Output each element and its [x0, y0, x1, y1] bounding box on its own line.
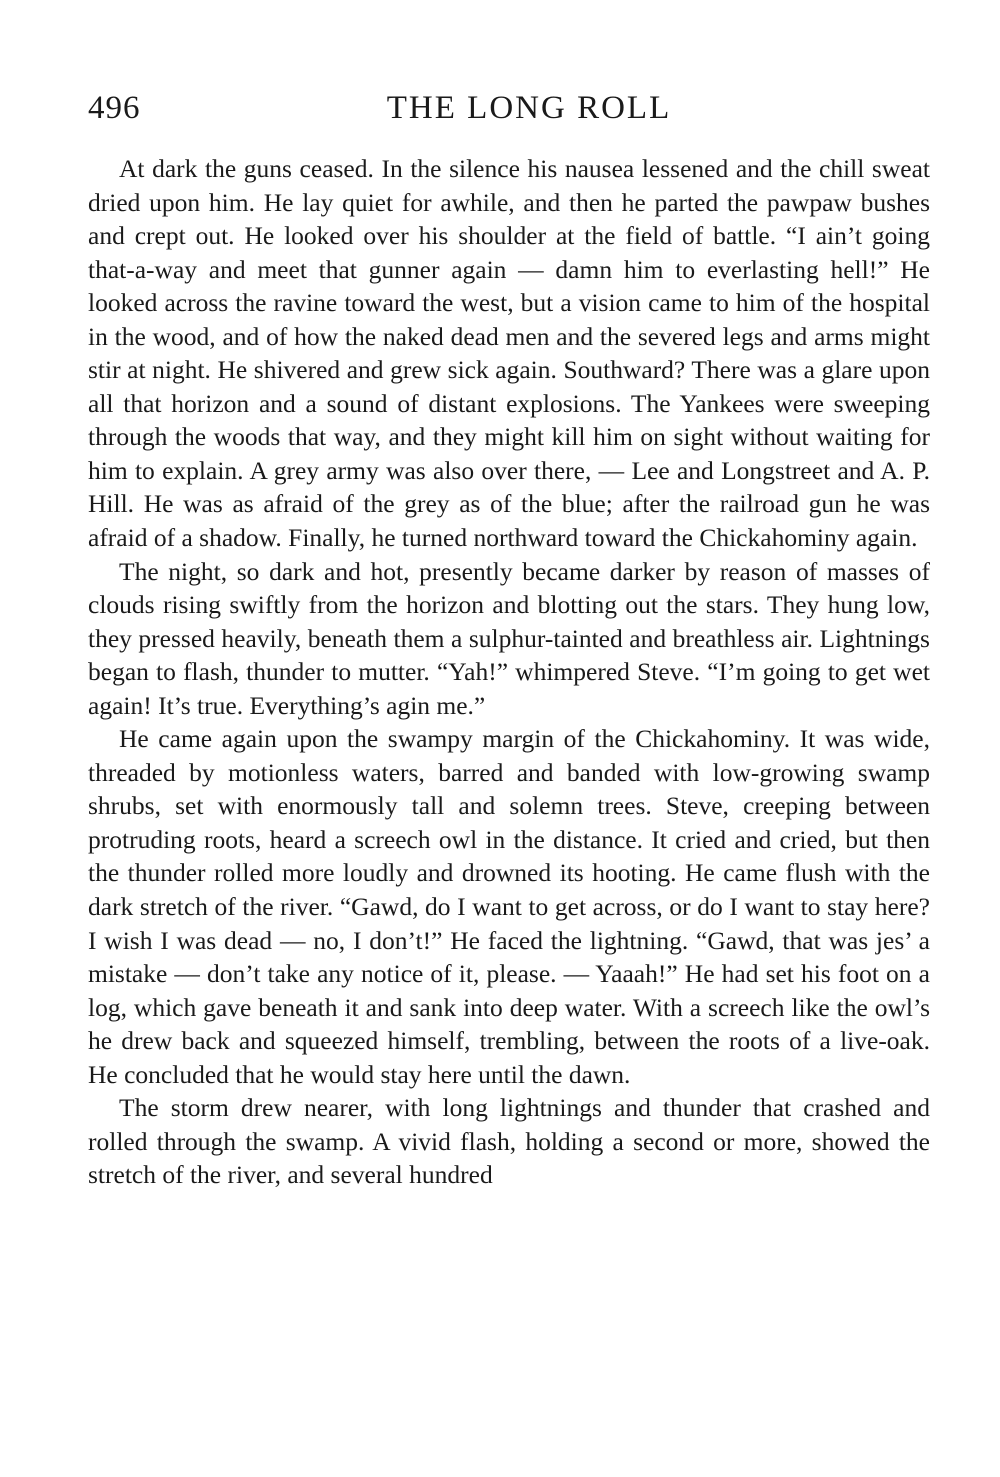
paragraph-4: The storm drew nearer, with long lightnings and thunder that crashed and rolled through the swamp. A vivid flash, holding a second or more, showed the stretch of the river, and several hundred [88, 1093, 930, 1190]
page-number: 496 [88, 90, 141, 126]
paragraph-3: He came again upon the swampy margin of the Chickahominy. It was wide, threaded by motionless waters, barred and banded with low-growing swamp shrubs, set with enormously tall and solemn trees. Steve, creeping between protruding roots, heard a screech owl in the distance. It cried and cried, but then the thunder rolled more loudly and drowned its hooting. He came flush with the dark stretch of the river. “Gawd, do I want to get across, or do I want to stay here? I wish I was dead — no, I don’t!” He faced the lightning. “Gawd, that was jes’ a mistake — don’t take any notice of it, please. — Yaaah!” He had set his foot on a log, which gave beneath it and sank into deep water. With a screech like the owl’s he drew back and squeezed himself, trembling, between the roots of a live-oak. He concluded that he would stay here until the dawn. [88, 724, 930, 1089]
running-title: THE LONG ROLL [386, 90, 672, 126]
paragraph-1: At dark the guns ceased. In the silence his nausea lessened and the chill sweat dried upon him. He lay quiet for awhile, and then he parted the pawpaw bushes and crept out. He looked over his shoulder at the field of battle. “I ain’t going that-a-way and meet that gunner again — damn him to everlasting hell!” He looked across the ravine toward the west, but a vision came to him of the hospital in the wood, and of how the naked dead men and the severed legs and arms might stir at night. He shivered and grew sick again. Southward? There was a glare upon all that horizon and a sound of distant explosions. The Yankees were sweeping through the woods that way, and they might kill him on sight without waiting for him to explain. A grey army was also over there, — Lee and Longstreet and A. P. Hill. He was as afraid of the grey as of the blue; after the railroad gun he was afraid of a shadow. Finally, he turned northward toward the Chickahominy again. [88, 154, 930, 553]
paragraph-2: The night, so dark and hot, presently became darker by reason of masses of clouds rising swiftly from the horizon and blotting out the stars. They hung low, they pressed heavily, beneath them a sulphur-tainted and breathless air. Lightnings began to flash, thunder to mutter. “Yah!” whimpered Steve. “I’m going to get wet again! It’s true. Everything’s agin me.” [88, 556, 930, 720]
body-text [88, 152, 930, 1192]
running-head [88, 84, 930, 132]
